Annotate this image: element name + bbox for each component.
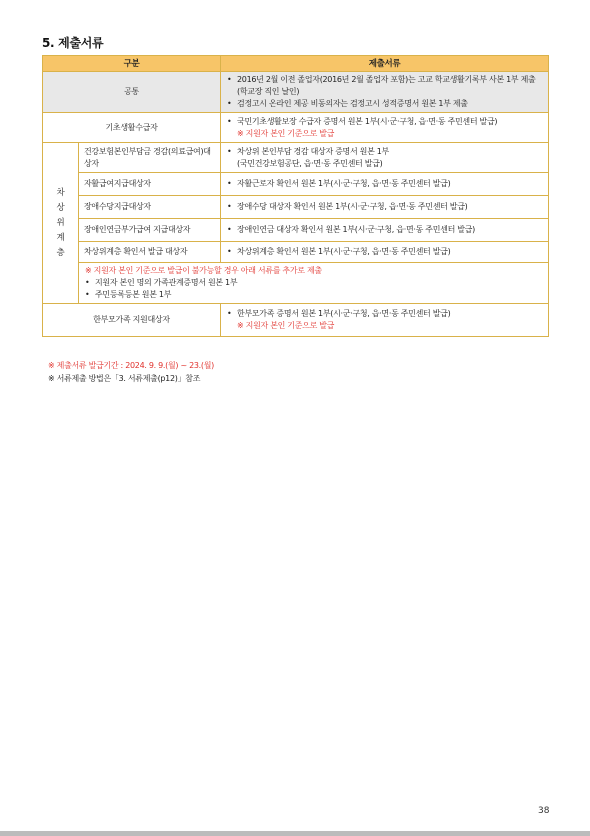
header-documents: 제출서류 (221, 56, 549, 72)
table-row (43, 219, 549, 242)
documents-disability-pension (221, 219, 549, 242)
list-item: • 장애수당 대상자 확인서 원본 1부(시·군·구청, 읍·면·동 주민센터 발급) (227, 202, 468, 211)
list-item: • 검정고시 온라인 제공 비동의자는 검정고시 성적증명서 원본 1부 제출 (227, 99, 468, 108)
table-row (43, 196, 549, 219)
list-item: • 차상위계층 확인서 원본 1부(시·군·구청, 읍·면·동 주민센터 발급) (227, 247, 451, 256)
documents-single-parent (221, 304, 549, 337)
category-basic-living: 기초생활수급자 (43, 113, 221, 143)
section-title: 5. 제출서류 (42, 36, 104, 50)
bullet: • (227, 99, 232, 108)
category-self-support: 자활급여지급대상자 (79, 173, 221, 196)
bullet: • (85, 278, 90, 287)
issuer-note: (국민건강보험공단, 읍·면·동 주민센터 발급) (237, 158, 383, 168)
additional-documents-note: ※ 지원자 본인 기준으로 발급이 불가능할 경우 아래 서류를 추가로 제출 (85, 266, 322, 275)
table-row (43, 143, 549, 173)
documents-near-poverty-certificate (221, 242, 549, 263)
issue-basis-note: ※ 지원자 본인 기준으로 발급 (237, 321, 335, 330)
list-item: • 자활근로자 확인서 원본 1부(시·군·구청, 읍·면·동 주민센터 발급) (227, 179, 451, 188)
bullet: • (227, 179, 232, 188)
bullet: • (227, 202, 232, 211)
category-disability-pension: 장애인연금부가급여 지급대상자 (79, 219, 221, 242)
table-row (43, 113, 549, 143)
documents-disability-allowance (221, 196, 549, 219)
bullet: • (227, 75, 232, 84)
footnotes (48, 359, 214, 385)
bullet: • (85, 290, 90, 299)
category-disability-allowance: 장애수당지급대상자 (79, 196, 221, 219)
bullet: • (227, 116, 232, 126)
list-item: • 차상위 본인부담 경감 대상자 증명서 원본 1부 (227, 146, 389, 156)
category-near-poverty-certificate: 차상위계층 확인서 발급 대상자 (79, 242, 221, 263)
additional-documents (79, 263, 549, 304)
group-near-poverty (43, 143, 79, 304)
bullet: • (227, 225, 232, 234)
header-category: 구분 (43, 56, 221, 72)
issue-basis-note: ※ 지원자 본인 기준으로 발급 (237, 128, 335, 138)
bottom-divider (0, 831, 590, 836)
table-row (43, 304, 549, 337)
category-common: 공통 (43, 72, 221, 113)
group-label: 차상위계층 (56, 187, 65, 258)
table-row (43, 242, 549, 263)
documents-basic-living (221, 113, 549, 143)
category-single-parent: 한부모가족 지원대상자 (43, 304, 221, 337)
list-item: • 장애인연금 대상자 확인서 원본 1부(시·군·구청, 읍·면·동 주민센터 발급) (227, 225, 475, 234)
bullet: • (227, 247, 232, 256)
table-header-row (43, 56, 549, 72)
required-documents-table (42, 55, 549, 337)
table-row (43, 263, 549, 304)
bullet: • (227, 146, 232, 156)
list-item: • 한부모가족 증명서 원본 1부(시·군·구청, 읍·면·동 주민센터 발급) (227, 309, 451, 318)
issue-period-note: ※ 제출서류 발급기간 : 2024. 9. 9.(월) ~ 23.(월) (48, 361, 214, 370)
table-row (43, 72, 549, 113)
bullet: • (227, 309, 232, 318)
list-item: • 지원자 본인 명의 가족관계증명서 원본 1부 (85, 278, 238, 287)
table-row (43, 173, 549, 196)
list-item: • 국민기초생활보장 수급자 증명서 원본 1부(시·군·구청, 읍·면·동 주민센터 발급) (227, 116, 498, 126)
page-number: 38 (538, 806, 550, 816)
documents-common (221, 72, 549, 113)
list-item: • 주민등록등본 원본 1부 (85, 290, 172, 299)
documents-self-support (221, 173, 549, 196)
submission-method-note: ※ 서류제출 방법은「3. 서류제출(p12)」참조 (48, 374, 201, 383)
documents-health-insurance (221, 143, 549, 173)
category-health-insurance: 건강보험본인부담금 경감(의료급여)대상자 (79, 143, 221, 173)
list-item: • 2016년 2월 이전 졸업자(2016년 2월 졸업자 포함)는 고교 학교생활기록부 사본 1부 제출(학교장 직인 날인) (227, 75, 536, 96)
